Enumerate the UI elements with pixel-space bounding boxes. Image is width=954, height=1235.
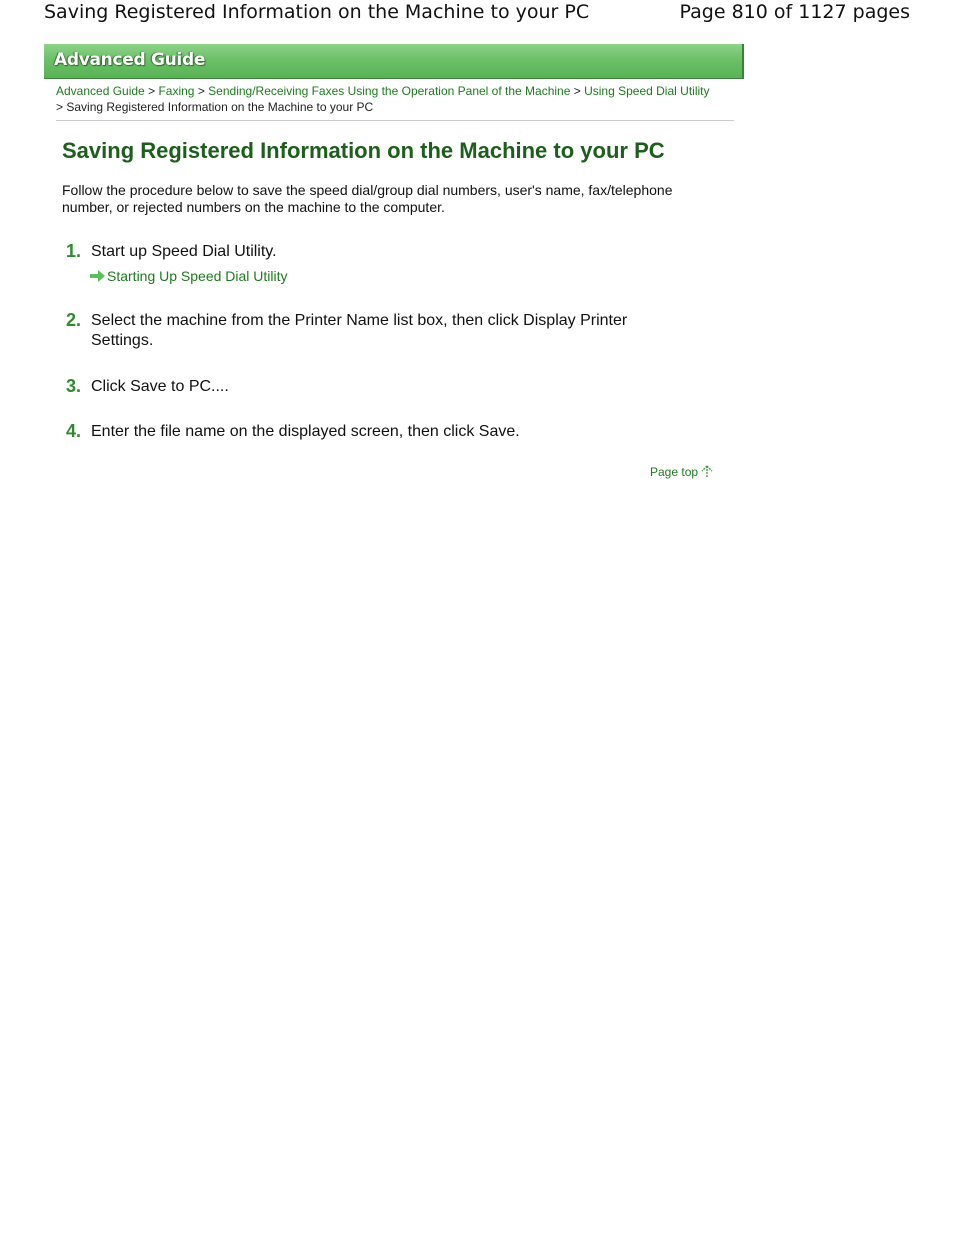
- breadcrumb-advanced-guide[interactable]: Advanced Guide: [56, 84, 145, 98]
- breadcrumb-separator: >: [197, 84, 205, 98]
- intro-paragraph: Follow the procedure below to save the speed dial/group dial numbers, user's name, fax/telephone number, or rejected numbers on the machine to the computer.: [62, 182, 673, 215]
- breadcrumb-faxing[interactable]: Faxing: [158, 84, 195, 98]
- step-text: Select the machine from the Printer Name list box, then click Display Printer Settings.: [91, 312, 628, 349]
- step-text: Enter the file name on the displayed screen, then click Save.: [91, 423, 520, 440]
- document-title: Saving Registered Information on the Machine to your PC: [44, 1, 590, 23]
- breadcrumb-separator: >: [148, 84, 156, 98]
- step-number: 3.: [66, 376, 82, 396]
- breadcrumb-current: Saving Registered Information on the Machine to your PC: [66, 100, 374, 114]
- step-link-label: Starting Up Speed Dial Utility: [107, 268, 288, 284]
- step-text: Start up Speed Dial Utility.: [91, 243, 277, 260]
- banner-title: Advanced Guide: [54, 50, 206, 70]
- breadcrumb-separator: >: [56, 100, 64, 114]
- breadcrumb-sending-receiving-faxes[interactable]: Sending/Receiving Faxes Using the Operation Panel of the Machine: [208, 84, 571, 98]
- starting-up-speed-dial-utility-link[interactable]: [90, 268, 288, 284]
- step-number: 2.: [66, 310, 82, 330]
- page-top-label: Page top: [650, 465, 699, 479]
- up-arrow-icon: [701, 465, 713, 479]
- breadcrumb: [56, 83, 716, 115]
- page-counter: Page 810 of 1127 pages: [679, 1, 910, 23]
- page-title: Saving Registered Information on the Machine to your PC: [62, 138, 665, 163]
- page-top-link[interactable]: [650, 465, 713, 479]
- document-header: [0, 0, 954, 26]
- breadcrumb-separator: >: [573, 84, 581, 98]
- breadcrumb-speed-dial-utility[interactable]: Using Speed Dial Utility: [584, 84, 710, 98]
- breadcrumb-divider: [56, 120, 734, 121]
- advanced-guide-banner: [44, 44, 744, 79]
- step-number: 4.: [66, 421, 82, 441]
- step-number: 1.: [66, 241, 82, 261]
- right-arrow-icon: [90, 270, 105, 282]
- step-text: Click Save to PC....: [91, 378, 229, 395]
